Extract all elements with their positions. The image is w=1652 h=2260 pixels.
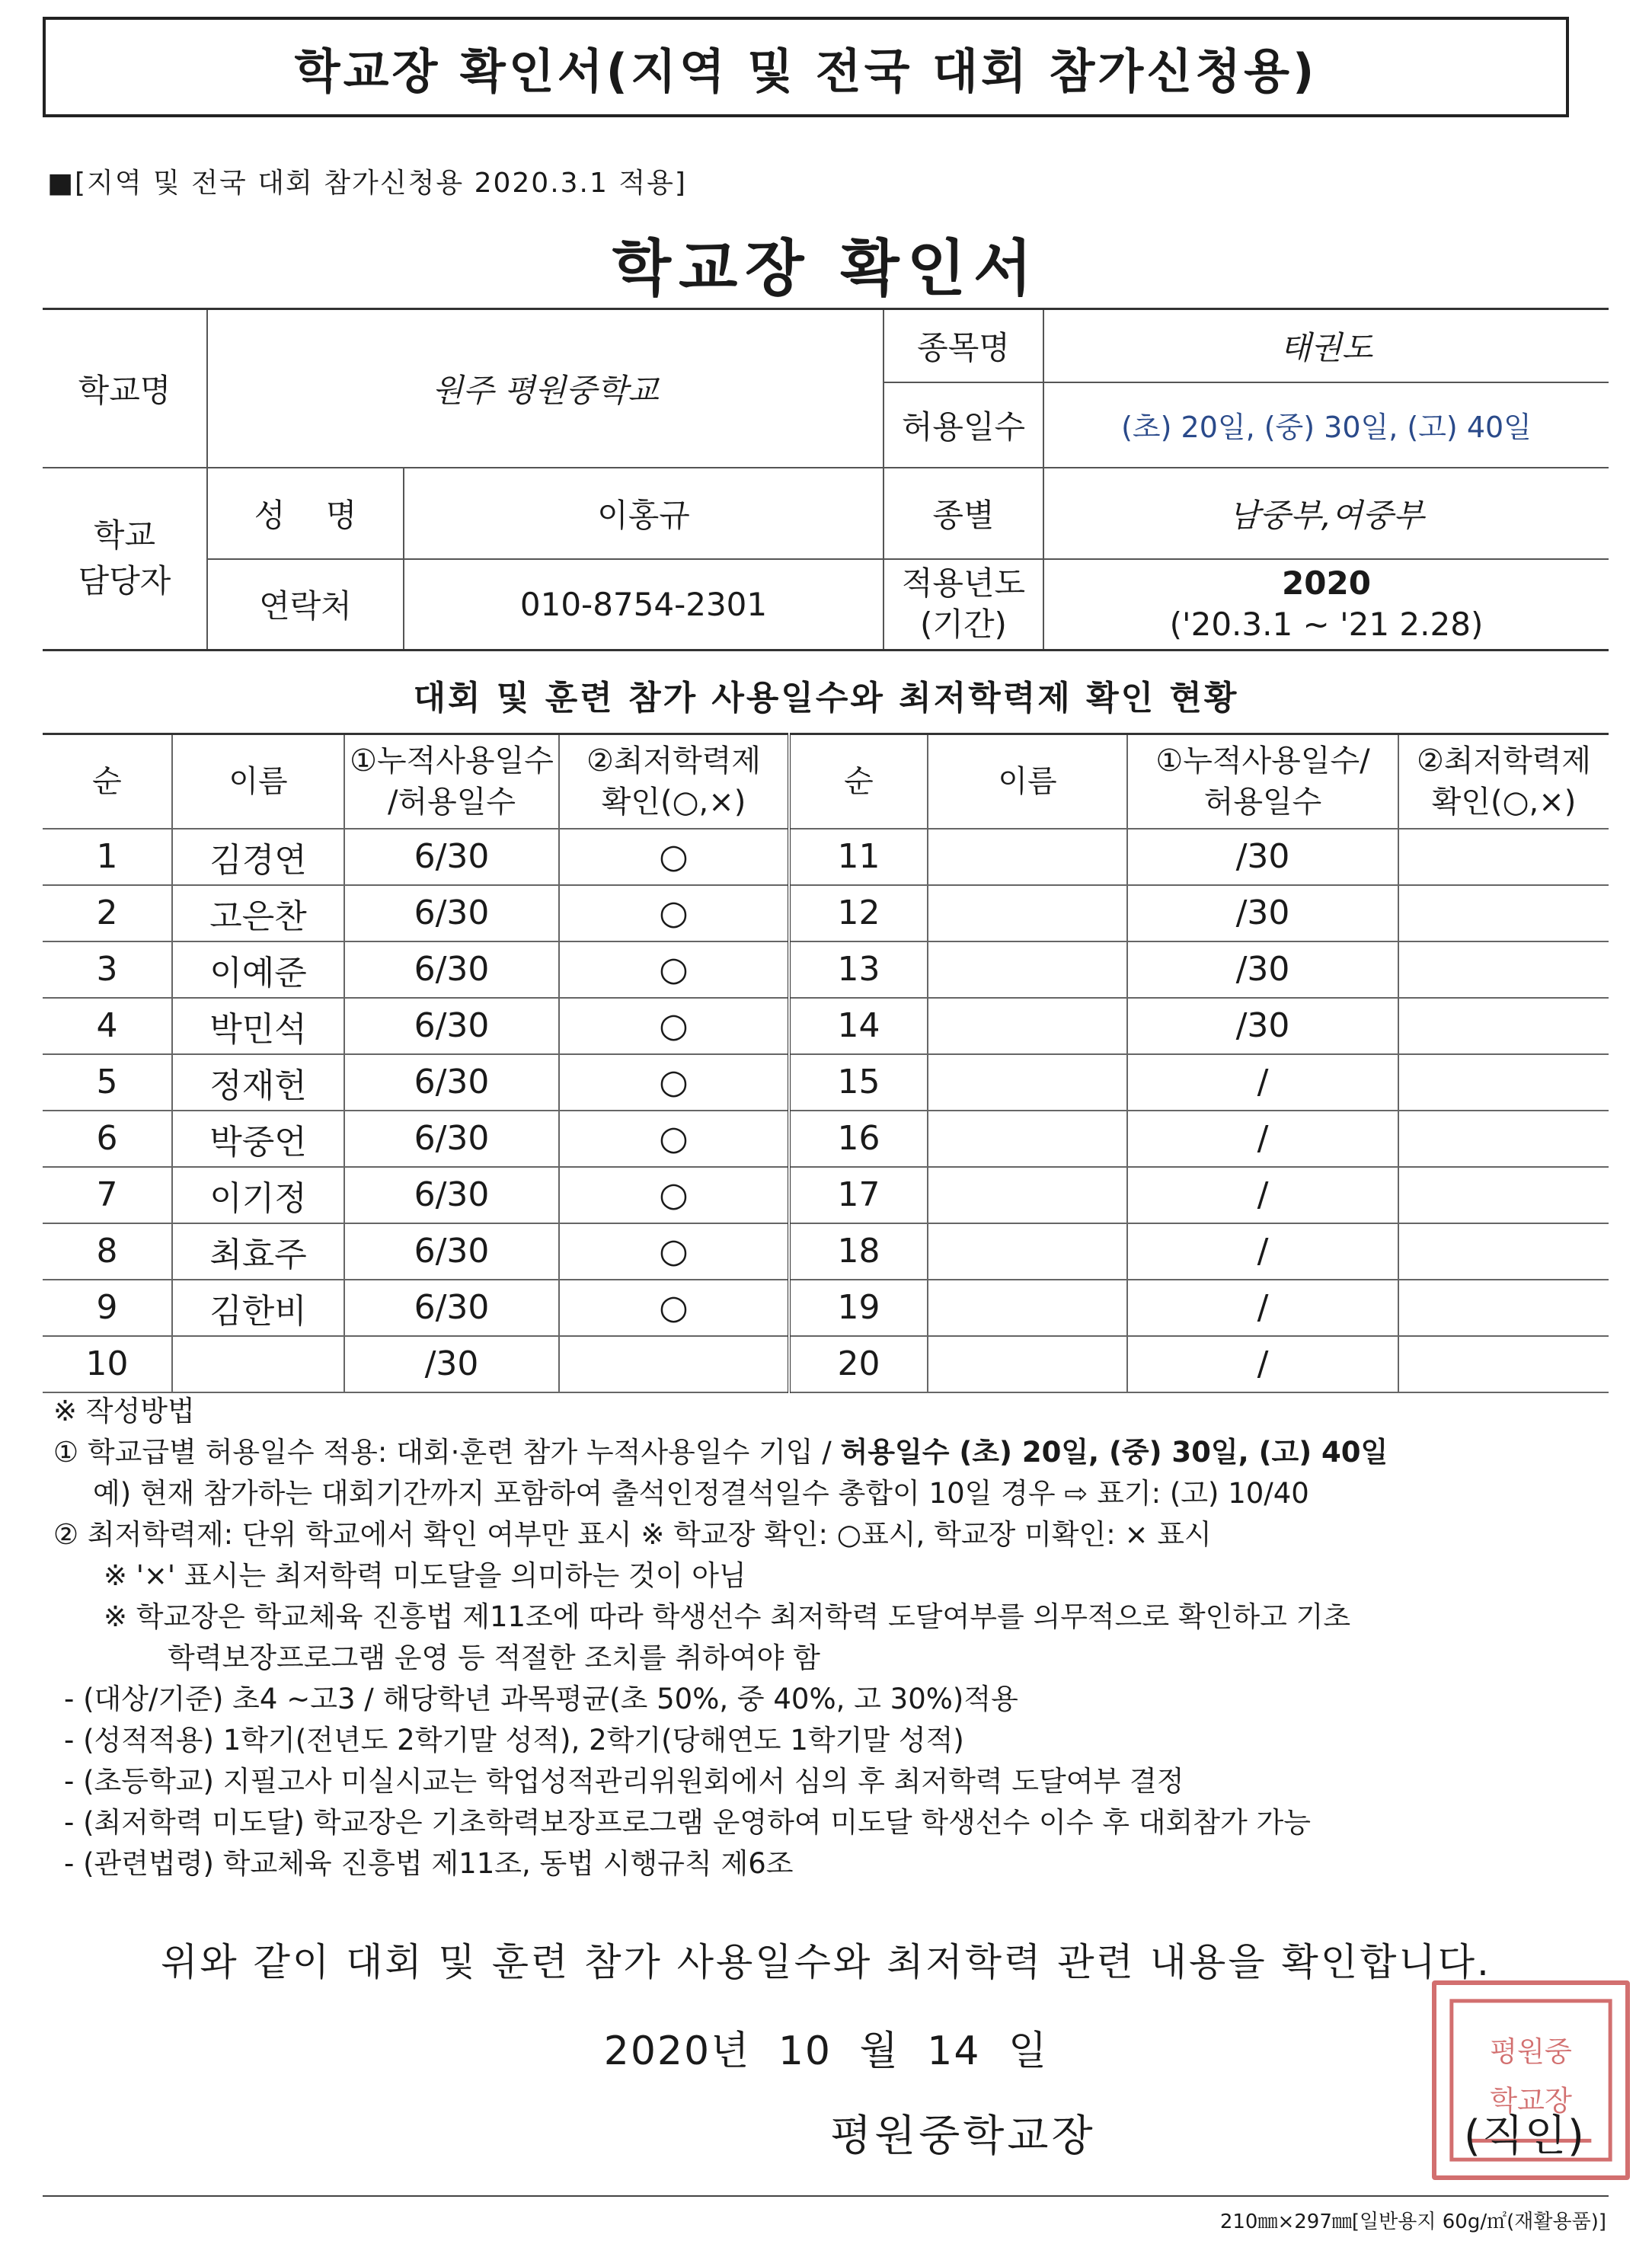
table-row [43, 1111, 1609, 1167]
school-name-value: 원주 평원중학교 [207, 309, 884, 468]
form-subtitle: ■[지역 및 전국 대회 참가신청용 2020.3.1 적용] [47, 168, 687, 199]
row-name: 최효주 [172, 1223, 344, 1280]
row-name: 박중언 [172, 1111, 344, 1167]
row-check: ○ [559, 1280, 789, 1336]
contact-label: 연락처 [207, 559, 404, 651]
event-label: 종목명 [884, 309, 1043, 382]
header-name-right: 이름 [928, 734, 1127, 829]
apply-year-cell [1043, 559, 1609, 651]
row-no: 13 [789, 941, 928, 998]
table-row [43, 1223, 1609, 1280]
table-row [43, 941, 1609, 998]
footer-divider [43, 2195, 1609, 2197]
row-check [1398, 941, 1609, 998]
note-9: - (초등학교) 지필고사 미실시교는 학업성적관리위원회에서 심의 후 최저학력 도달여부 결정 [64, 1765, 1184, 1798]
table-row [43, 885, 1609, 941]
instructions [53, 1391, 1607, 1884]
row-name: 고은찬 [172, 885, 344, 941]
row-name [928, 941, 1127, 998]
division-label: 종별 [884, 468, 1043, 559]
note-8: - (성적적용) 1학기(전년도 2학기말 성적), 2학기(당해연도 1학기말 성적) [64, 1724, 964, 1757]
row-no: 1 [43, 829, 172, 885]
banner-title: 학교장 확인서(지역 및 전국 대회 참가신청용) [43, 17, 1569, 117]
note-1 [53, 1432, 1607, 1473]
section-title: 대회 및 훈련 참가 사용일수와 최저학력제 확인 현황 [413, 679, 1239, 718]
row-days: /30 [344, 1336, 559, 1392]
header-check-left: ②최저학력제 확인(○,×) [559, 734, 789, 829]
note-6: 학력보장프로그램 운영 등 적절한 조치를 취하여야 함 [168, 1641, 820, 1674]
row-name [928, 829, 1127, 885]
row-days: 6/30 [344, 941, 559, 998]
row-days: / [1127, 1167, 1398, 1223]
table-row [43, 1336, 1609, 1392]
seal-lettering: 평원중 [1490, 2035, 1572, 2069]
header-name-left: 이름 [172, 734, 344, 829]
allowed-days-label: 허용일수 [884, 382, 1043, 468]
row-no: 20 [789, 1336, 928, 1392]
manager-name-label: 성 명 [207, 468, 404, 559]
contact-value: 010-8754-2301 [404, 559, 884, 651]
row-check [1398, 1167, 1609, 1223]
manager-name-value: 이홍규 [404, 468, 884, 559]
row-no: 14 [789, 998, 928, 1054]
header-days-right: ①누적사용일수/ 허용일수 [1127, 734, 1398, 829]
row-name: 박민석 [172, 998, 344, 1054]
row-name: 이기정 [172, 1167, 344, 1223]
row-check [1398, 1111, 1609, 1167]
apply-year-label: 적용년도 (기간) [884, 559, 1043, 651]
row-days: 6/30 [344, 1054, 559, 1111]
event-value: 태권도 [1043, 309, 1609, 382]
manager-label: 학교 담당자 [43, 468, 207, 651]
note-2: 예) 현재 참가하는 대회기간까지 포함하여 출석인정결석일수 총합이 10일 경우 ⇨ 표기: (고) 10/40 [93, 1477, 1309, 1510]
row-name [928, 1167, 1127, 1223]
notes-heading: ※ 작성방법 [53, 1395, 195, 1427]
row-days: 6/30 [344, 1111, 559, 1167]
row-check: ○ [559, 885, 789, 941]
row-no: 2 [43, 885, 172, 941]
row-name [172, 1336, 344, 1392]
table-row [43, 1280, 1609, 1336]
school-info-table [43, 308, 1609, 651]
row-days: 6/30 [344, 998, 559, 1054]
header-no-left: 순 [43, 734, 172, 829]
row-name: 김경연 [172, 829, 344, 885]
row-days: /30 [1127, 998, 1398, 1054]
allowed-days-value: (초) 20일, (중) 30일, (고) 40일 [1043, 382, 1609, 468]
table-row [43, 1167, 1609, 1223]
row-no: 16 [789, 1111, 928, 1167]
note-1-text: ① 학교급별 허용일수 적용: 대회·훈련 참가 누적사용일수 기입 / [53, 1436, 841, 1469]
seal-lettering-2: 학교장 [1490, 2083, 1572, 2118]
confirmation-statement: 위와 같이 대회 및 훈련 참가 사용일수와 최저학력 관련 내용을 확인합니다. [161, 1940, 1491, 1984]
note-1-bold: 허용일수 (초) 20일, (중) 30일, (고) 40일 [840, 1436, 1388, 1469]
row-check [1398, 885, 1609, 941]
row-name [928, 1111, 1127, 1167]
header-days-left: ①누적사용일수 /허용일수 [344, 734, 559, 829]
row-name [928, 1223, 1127, 1280]
principal-signature: 평원중학교장 [830, 2111, 1096, 2161]
note-11: - (관련법령) 학교체육 진흥법 제11조, 동법 시행규칙 제6조 [64, 1847, 794, 1880]
row-no: 11 [789, 829, 928, 885]
row-name [928, 1336, 1127, 1392]
row-name [928, 998, 1127, 1054]
row-no: 10 [43, 1336, 172, 1392]
row-check [1398, 998, 1609, 1054]
row-days: 6/30 [344, 1167, 559, 1223]
row-no: 6 [43, 1111, 172, 1167]
row-days: /30 [1127, 941, 1398, 998]
row-check: ○ [559, 1111, 789, 1167]
table-row [43, 829, 1609, 885]
header-check-right: ②최저학력제 확인(○,×) [1398, 734, 1609, 829]
row-check: ○ [559, 998, 789, 1054]
row-name [928, 885, 1127, 941]
row-check: ○ [559, 1223, 789, 1280]
issue-date: 2020년 10 월 14 일 [603, 2028, 1049, 2074]
row-no: 4 [43, 998, 172, 1054]
row-no: 12 [789, 885, 928, 941]
table-row [43, 998, 1609, 1054]
participation-table [43, 733, 1609, 1393]
apply-period-value: ('20.3.1 ~ '21 2.28) [1169, 606, 1484, 644]
row-check [559, 1336, 789, 1392]
row-name: 김한비 [172, 1280, 344, 1336]
note-7: - (대상/기준) 초4 ~고3 / 해당학년 과목평균(초 50%, 중 40%, 고 30%)적용 [64, 1683, 1018, 1715]
row-check: ○ [559, 1167, 789, 1223]
table-row [43, 1054, 1609, 1111]
row-check: ○ [559, 941, 789, 998]
row-no: 9 [43, 1280, 172, 1336]
row-name: 정재헌 [172, 1054, 344, 1111]
note-10: - (최저학력 미도달) 학교장은 기초학력보장프로그램 운영하여 미도달 학생선수 이수 후 대회참가 가능 [64, 1806, 1312, 1839]
row-name: 이예준 [172, 941, 344, 998]
document-title: 학교장 확인서 [612, 233, 1040, 304]
note-4: ※ '×' 표시는 최저학력 미도달을 의미하는 것이 아님 [104, 1559, 746, 1592]
apply-year-value: 2020 [1282, 564, 1371, 603]
row-check [1398, 1336, 1609, 1392]
row-no: 5 [43, 1054, 172, 1111]
row-name [928, 1054, 1127, 1111]
row-no: 18 [789, 1223, 928, 1280]
row-days: /30 [1127, 829, 1398, 885]
row-no: 8 [43, 1223, 172, 1280]
row-days: / [1127, 1111, 1398, 1167]
row-check [1398, 1054, 1609, 1111]
row-check: ○ [559, 1054, 789, 1111]
row-days: / [1127, 1336, 1398, 1392]
school-name-label: 학교명 [43, 309, 207, 468]
row-no: 15 [789, 1054, 928, 1111]
header-no-right: 순 [789, 734, 928, 829]
row-no: 3 [43, 941, 172, 998]
row-days: / [1127, 1223, 1398, 1280]
note-5: ※ 학교장은 학교체육 진흥법 제11조에 따라 학생선수 최저학력 도달여부를 의무적으로 확인하고 기초 [104, 1600, 1351, 1633]
row-no: 17 [789, 1167, 928, 1223]
row-days: / [1127, 1280, 1398, 1336]
paper-spec-footer: 210㎜×297㎜[일반용지 60g/㎡(재활용품)] [1219, 2210, 1606, 2233]
row-days: 6/30 [344, 885, 559, 941]
row-check: ○ [559, 829, 789, 885]
row-days: / [1127, 1054, 1398, 1111]
row-days: /30 [1127, 885, 1398, 941]
row-no: 19 [789, 1280, 928, 1336]
row-days: 6/30 [344, 829, 559, 885]
row-check [1398, 1280, 1609, 1336]
row-days: 6/30 [344, 1280, 559, 1336]
row-no: 7 [43, 1167, 172, 1223]
seal-label: (직인) [1464, 2111, 1586, 2161]
note-3: ② 최저학력제: 단위 학교에서 확인 여부만 표시 ※ 학교장 확인: ○표시, 학교장 미확인: × 표시 [53, 1518, 1212, 1551]
row-check [1398, 829, 1609, 885]
row-check [1398, 1223, 1609, 1280]
row-name [928, 1280, 1127, 1336]
row-days: 6/30 [344, 1223, 559, 1280]
division-value: 남중부,여중부 [1043, 468, 1609, 559]
